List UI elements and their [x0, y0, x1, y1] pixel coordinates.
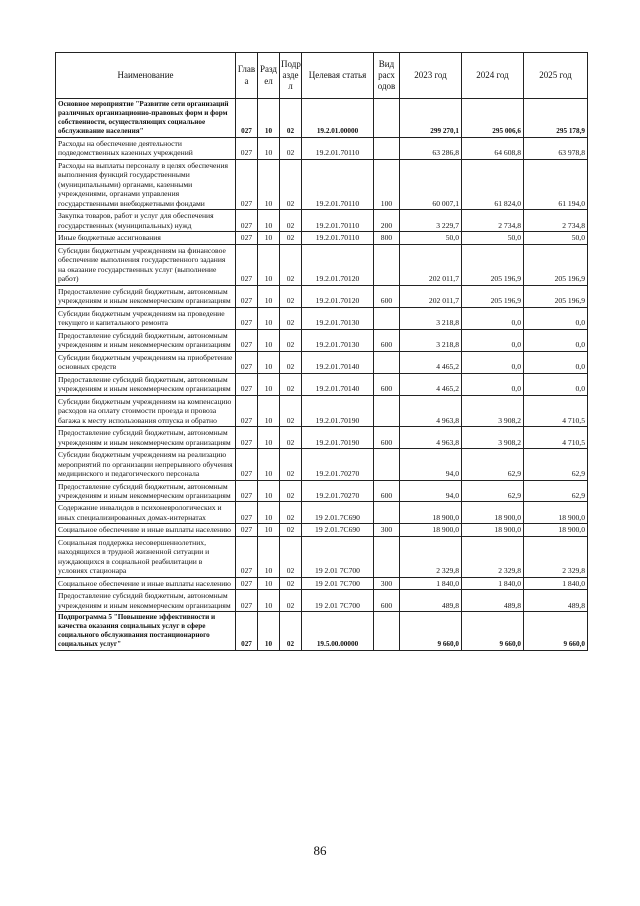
cell-2024: 0,0 — [462, 373, 524, 395]
header-2025: 2025 год — [524, 53, 588, 99]
cell-2023: 202 011,7 — [400, 285, 462, 307]
cell-2024: 61 824,0 — [462, 159, 524, 209]
cell-chapter: 027 — [236, 480, 258, 502]
cell-2025: 2 329,8 — [524, 536, 588, 577]
cell-expense-type: 300 — [374, 577, 400, 589]
cell-2024: 1 840,0 — [462, 577, 524, 589]
cell-chapter: 027 — [236, 373, 258, 395]
cell-section: 10 — [258, 480, 280, 502]
cell-2023: 4 465,2 — [400, 373, 462, 395]
cell-chapter: 027 — [236, 427, 258, 449]
cell-chapter: 027 — [236, 351, 258, 373]
cell-section: 10 — [258, 138, 280, 160]
cell-name: Предоставление субсидий бюджетным, автономным учреждениям и иным некоммерческим организациям — [56, 285, 236, 307]
cell-chapter: 027 — [236, 285, 258, 307]
cell-2024: 18 900,0 — [462, 524, 524, 536]
cell-subsection: 02 — [280, 395, 302, 426]
cell-2023: 4 963,8 — [400, 395, 462, 426]
table-row — [56, 449, 588, 480]
cell-2024: 62,9 — [462, 449, 524, 480]
table-body — [56, 99, 588, 651]
cell-name: Субсидии бюджетным учреждениям на компенсацию расходов на оплату стоимости проезда и провоза багажа к месту использования отпуска и обратно — [56, 395, 236, 426]
cell-2025: 0,0 — [524, 351, 588, 373]
cell-expense-type: 800 — [374, 232, 400, 244]
cell-subsection: 02 — [280, 329, 302, 351]
cell-section: 10 — [258, 159, 280, 209]
cell-2025: 205 196,9 — [524, 285, 588, 307]
cell-subsection: 02 — [280, 232, 302, 244]
cell-2024: 64 608,8 — [462, 138, 524, 160]
cell-section: 10 — [258, 285, 280, 307]
cell-2023: 94,0 — [400, 480, 462, 502]
table-row — [56, 524, 588, 536]
cell-subsection: 02 — [280, 427, 302, 449]
cell-subsection: 02 — [280, 351, 302, 373]
cell-2024: 2 329,8 — [462, 536, 524, 577]
cell-2025: 63 978,8 — [524, 138, 588, 160]
cell-2025: 62,9 — [524, 449, 588, 480]
cell-expense-type — [374, 99, 400, 138]
cell-subsection: 02 — [280, 99, 302, 138]
cell-target: 19.2.01.00000 — [302, 99, 374, 138]
cell-2024: 50,0 — [462, 232, 524, 244]
cell-chapter: 027 — [236, 329, 258, 351]
cell-chapter: 027 — [236, 159, 258, 209]
table-header-row — [56, 53, 588, 99]
cell-2025: 489,8 — [524, 590, 588, 612]
cell-expense-type — [374, 612, 400, 651]
cell-2025: 61 194,0 — [524, 159, 588, 209]
cell-target: 19.2.01.70270 — [302, 480, 374, 502]
cell-subsection: 02 — [280, 307, 302, 329]
cell-name: Иные бюджетные ассигнования — [56, 232, 236, 244]
cell-chapter: 027 — [236, 590, 258, 612]
cell-subsection: 02 — [280, 285, 302, 307]
cell-2024: 205 196,9 — [462, 285, 524, 307]
cell-section: 10 — [258, 329, 280, 351]
cell-target: 19.2.01.70110 — [302, 232, 374, 244]
cell-2023: 3 218,8 — [400, 307, 462, 329]
cell-name: Предоставление субсидий бюджетным, автономным учреждениям и иным некоммерческим организациям — [56, 329, 236, 351]
cell-subsection: 02 — [280, 590, 302, 612]
cell-expense-type: 600 — [374, 329, 400, 351]
cell-expense-type — [374, 244, 400, 285]
table-row — [56, 373, 588, 395]
cell-target: 19.2.01.70130 — [302, 329, 374, 351]
cell-name: Предоставление субсидий бюджетным, автономным учреждениям и иным некоммерческим организациям — [56, 373, 236, 395]
cell-name: Расходы на выплаты персоналу в целях обеспечения выполнения функций государственными (муниципальными) органами, казенными учреждениями, органами управления государственными внебюджетными фондами — [56, 159, 236, 209]
cell-name: Субсидии бюджетным учреждениям на проведение текущего и капитального ремонта — [56, 307, 236, 329]
table-row — [56, 210, 588, 232]
cell-expense-type — [374, 536, 400, 577]
cell-section: 10 — [258, 524, 280, 536]
header-subsection: Подр азде л — [280, 53, 302, 99]
cell-target: 19 2.01.7С690 — [302, 502, 374, 524]
cell-chapter: 027 — [236, 502, 258, 524]
cell-subsection: 02 — [280, 480, 302, 502]
cell-2024: 295 006,6 — [462, 99, 524, 138]
cell-section: 10 — [258, 536, 280, 577]
cell-2024: 62,9 — [462, 480, 524, 502]
cell-section: 10 — [258, 210, 280, 232]
cell-2025: 2 734,8 — [524, 210, 588, 232]
cell-subsection: 02 — [280, 524, 302, 536]
cell-target: 19 2.01 7С700 — [302, 536, 374, 577]
cell-2023: 2 329,8 — [400, 536, 462, 577]
cell-expense-type — [374, 502, 400, 524]
cell-expense-type — [374, 307, 400, 329]
table-row — [56, 307, 588, 329]
table-row — [56, 232, 588, 244]
cell-expense-type: 600 — [374, 590, 400, 612]
cell-chapter: 027 — [236, 577, 258, 589]
cell-expense-type: 600 — [374, 373, 400, 395]
cell-subsection: 02 — [280, 502, 302, 524]
cell-target: 19 2.01 7С700 — [302, 577, 374, 589]
table-row — [56, 577, 588, 589]
cell-chapter: 027 — [236, 244, 258, 285]
cell-chapter: 027 — [236, 395, 258, 426]
cell-2023: 3 218,8 — [400, 329, 462, 351]
cell-name: Социальное обеспечение и иные выплаты населению — [56, 524, 236, 536]
table-row — [56, 395, 588, 426]
cell-name: Предоставление субсидий бюджетным, автономным учреждениям и иным некоммерческим организациям — [56, 590, 236, 612]
cell-2023: 18 900,0 — [400, 524, 462, 536]
cell-2023: 9 660,0 — [400, 612, 462, 651]
cell-target: 19 2.01.7С690 — [302, 524, 374, 536]
header-name: Наименование — [56, 53, 236, 99]
cell-name: Субсидии бюджетным учреждениям на финансовое обеспечение выполнения государственного задания на оказание государственных услуг (выполнение работ) — [56, 244, 236, 285]
header-2024: 2024 год — [462, 53, 524, 99]
cell-name: Содержание инвалидов в психоневрологических и иных специализированных домах-интернатах — [56, 502, 236, 524]
cell-expense-type: 100 — [374, 159, 400, 209]
cell-target: 19.2.01.70110 — [302, 210, 374, 232]
cell-chapter: 027 — [236, 138, 258, 160]
cell-chapter: 027 — [236, 536, 258, 577]
cell-2025: 4 710,5 — [524, 427, 588, 449]
table-row — [56, 612, 588, 651]
cell-subsection: 02 — [280, 612, 302, 651]
cell-target: 19.2.01.70190 — [302, 395, 374, 426]
cell-2025: 295 178,9 — [524, 99, 588, 138]
table-row — [56, 244, 588, 285]
cell-2025: 18 900,0 — [524, 502, 588, 524]
cell-subsection: 02 — [280, 449, 302, 480]
cell-2025: 1 840,0 — [524, 577, 588, 589]
cell-target: 19.2.01.70110 — [302, 138, 374, 160]
cell-2024: 2 734,8 — [462, 210, 524, 232]
table-row — [56, 427, 588, 449]
budget-table — [55, 52, 588, 651]
cell-expense-type — [374, 351, 400, 373]
cell-section: 10 — [258, 232, 280, 244]
cell-chapter: 027 — [236, 232, 258, 244]
cell-2025: 0,0 — [524, 373, 588, 395]
cell-expense-type — [374, 138, 400, 160]
cell-subsection: 02 — [280, 159, 302, 209]
cell-2023: 50,0 — [400, 232, 462, 244]
cell-expense-type: 600 — [374, 285, 400, 307]
cell-name: Социальное обеспечение и иные выплаты населению — [56, 577, 236, 589]
cell-2023: 60 007,1 — [400, 159, 462, 209]
cell-target: 19 2.01 7С700 — [302, 590, 374, 612]
table-row — [56, 480, 588, 502]
cell-2024: 3 908,2 — [462, 395, 524, 426]
cell-chapter: 027 — [236, 524, 258, 536]
cell-expense-type — [374, 395, 400, 426]
cell-section: 10 — [258, 427, 280, 449]
cell-2023: 489,8 — [400, 590, 462, 612]
table-row — [56, 285, 588, 307]
header-2023: 2023 год — [400, 53, 462, 99]
cell-expense-type — [374, 449, 400, 480]
cell-target: 19.2.01.70140 — [302, 373, 374, 395]
table-row — [56, 99, 588, 138]
cell-subsection: 02 — [280, 577, 302, 589]
cell-section: 10 — [258, 351, 280, 373]
cell-expense-type: 300 — [374, 524, 400, 536]
cell-2023: 63 286,8 — [400, 138, 462, 160]
cell-target: 19.2.01.70140 — [302, 351, 374, 373]
cell-2024: 0,0 — [462, 351, 524, 373]
cell-chapter: 027 — [236, 449, 258, 480]
cell-section: 10 — [258, 502, 280, 524]
cell-name: Расходы на обеспечение деятельности подведомственных казенных учреждений — [56, 138, 236, 160]
cell-chapter: 027 — [236, 210, 258, 232]
cell-section: 10 — [258, 244, 280, 285]
cell-target: 19.2.01.70190 — [302, 427, 374, 449]
cell-2025: 4 710,5 — [524, 395, 588, 426]
cell-2025: 18 900,0 — [524, 524, 588, 536]
header-expense-type: Вид расх одов — [374, 53, 400, 99]
cell-2023: 18 900,0 — [400, 502, 462, 524]
table-row — [56, 138, 588, 160]
cell-name: Субсидии бюджетным учреждениям на реализацию мероприятий по организации непрерывного обучения медицинского и педагогического персонала — [56, 449, 236, 480]
cell-section: 10 — [258, 307, 280, 329]
cell-subsection: 02 — [280, 244, 302, 285]
table-row — [56, 351, 588, 373]
cell-expense-type: 200 — [374, 210, 400, 232]
cell-name: Субсидии бюджетным учреждениям на приобретение основных средств — [56, 351, 236, 373]
cell-2025: 50,0 — [524, 232, 588, 244]
cell-section: 10 — [258, 612, 280, 651]
cell-target: 19.5.00.00000 — [302, 612, 374, 651]
table-row — [56, 536, 588, 577]
header-section: Разд ел — [258, 53, 280, 99]
cell-2025: 62,9 — [524, 480, 588, 502]
cell-2024: 9 660,0 — [462, 612, 524, 651]
cell-2023: 4 465,2 — [400, 351, 462, 373]
cell-2023: 94,0 — [400, 449, 462, 480]
table-row — [56, 159, 588, 209]
cell-target: 19.2.01.70110 — [302, 159, 374, 209]
cell-chapter: 027 — [236, 99, 258, 138]
cell-2025: 0,0 — [524, 307, 588, 329]
cell-section: 10 — [258, 449, 280, 480]
cell-name: Подпрограмма 5 "Повышение эффективности и качества оказания социальных услуг в сфере социального обслуживания постанционарного социальных услуг" — [56, 612, 236, 651]
header-target: Целевая статья — [302, 53, 374, 99]
cell-target: 19.2.01.70130 — [302, 307, 374, 329]
table-row — [56, 590, 588, 612]
cell-2024: 0,0 — [462, 307, 524, 329]
cell-2023: 299 270,1 — [400, 99, 462, 138]
cell-2023: 202 011,7 — [400, 244, 462, 285]
cell-name: Предоставление субсидий бюджетным, автономным учреждениям и иным некоммерческим организациям — [56, 480, 236, 502]
table-row — [56, 329, 588, 351]
cell-section: 10 — [258, 590, 280, 612]
page-number: 86 — [313, 843, 327, 858]
cell-2023: 3 229,7 — [400, 210, 462, 232]
cell-2024: 3 908,2 — [462, 427, 524, 449]
cell-subsection: 02 — [280, 536, 302, 577]
cell-name: Предоставление субсидий бюджетным, автономным учреждениям и иным некоммерческим организациям — [56, 427, 236, 449]
cell-section: 10 — [258, 395, 280, 426]
cell-2025: 0,0 — [524, 329, 588, 351]
cell-name: Основное мероприятие "Развитие сети организаций различных организационно-правовых форм и форм собственности, осуществляющих социальное обслуживание населения" — [56, 99, 236, 138]
cell-name: Социальная поддержка несовершеннолетних, находящихся в трудной жизненной ситуации и нуждающихся в социальной реабилитации в условиях стационара — [56, 536, 236, 577]
cell-expense-type: 600 — [374, 480, 400, 502]
table-row — [56, 502, 588, 524]
header-chapter: Глав а — [236, 53, 258, 99]
cell-2025: 9 660,0 — [524, 612, 588, 651]
cell-target: 19.2.01.70120 — [302, 285, 374, 307]
cell-chapter: 027 — [236, 307, 258, 329]
cell-name: Закупка товаров, работ и услуг для обеспечения государственных (муниципальных) нужд — [56, 210, 236, 232]
cell-2024: 489,8 — [462, 590, 524, 612]
cell-subsection: 02 — [280, 138, 302, 160]
cell-2024: 0,0 — [462, 329, 524, 351]
cell-expense-type: 600 — [374, 427, 400, 449]
cell-section: 10 — [258, 373, 280, 395]
cell-subsection: 02 — [280, 373, 302, 395]
cell-2024: 205 196,9 — [462, 244, 524, 285]
cell-2023: 1 840,0 — [400, 577, 462, 589]
cell-section: 10 — [258, 99, 280, 138]
cell-2024: 18 900,0 — [462, 502, 524, 524]
cell-target: 19.2.01.70120 — [302, 244, 374, 285]
cell-section: 10 — [258, 577, 280, 589]
cell-target: 19.2.01.70270 — [302, 449, 374, 480]
cell-2025: 205 196,9 — [524, 244, 588, 285]
cell-2023: 4 963,8 — [400, 427, 462, 449]
cell-chapter: 027 — [236, 612, 258, 651]
cell-subsection: 02 — [280, 210, 302, 232]
